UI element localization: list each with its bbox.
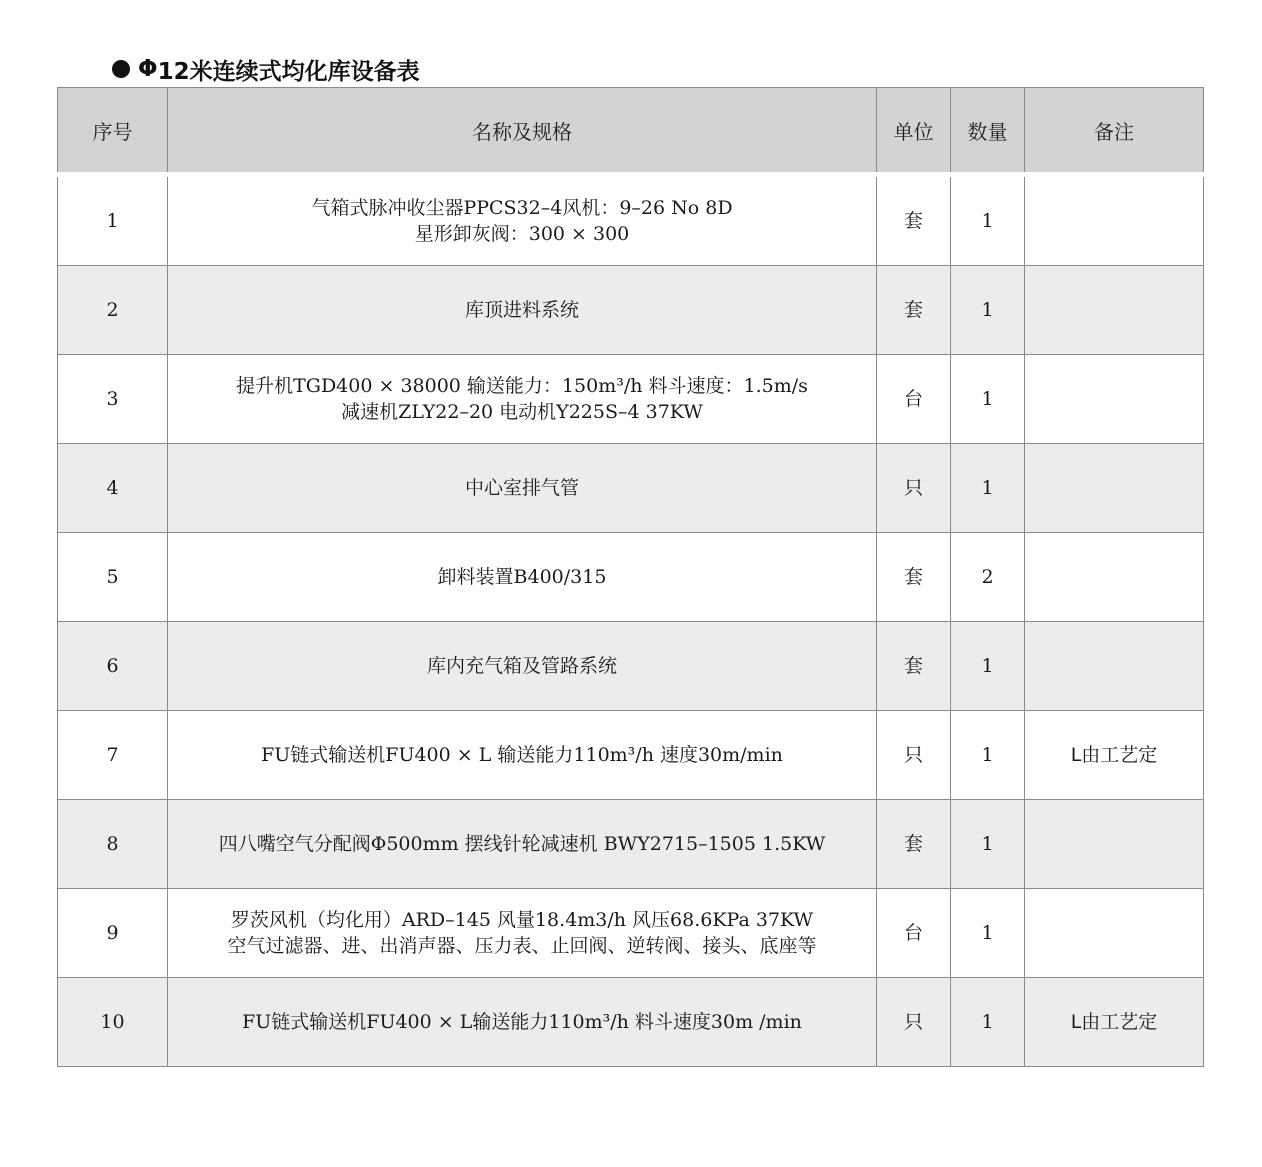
- cell-seq: 3: [58, 355, 168, 444]
- cell-qty: 1: [951, 266, 1025, 355]
- cell-name: [168, 889, 877, 978]
- cell-name: [168, 533, 877, 622]
- cell-remark: L由工艺定: [1025, 978, 1204, 1067]
- cell-remark: [1025, 889, 1204, 978]
- header-name: 名称及规格: [168, 88, 877, 175]
- cell-qty: 1: [951, 889, 1025, 978]
- cell-name: [168, 711, 877, 800]
- cell-seq: 4: [58, 444, 168, 533]
- cell-remark: [1025, 800, 1204, 889]
- cell-qty: 1: [951, 711, 1025, 800]
- name-line-1: 中心室排气管: [464, 477, 579, 499]
- cell-remark: [1025, 355, 1204, 444]
- cell-remark: L由工艺定: [1025, 711, 1204, 800]
- name-line-1: FU链式输送机FU400 × L 输送能力110m³/h 速度30m/min: [261, 744, 783, 766]
- cell-seq: 9: [58, 889, 168, 978]
- equipment-table: [57, 87, 1204, 1067]
- cell-unit: 套: [877, 266, 951, 355]
- cell-qty: 1: [951, 800, 1025, 889]
- cell-seq: 5: [58, 533, 168, 622]
- cell-remark: [1025, 175, 1204, 266]
- name-line-1: 提升机TGD400 × 38000 输送能力：150m³/h 料斗速度：1.5m/s: [236, 375, 808, 397]
- cell-remark: [1025, 444, 1204, 533]
- table-row: [58, 800, 1204, 889]
- header-seq: 序号: [58, 88, 168, 175]
- name-line-1: 罗茨风机（均化用）ARD–145 风量18.4m3/h 风压68.6KPa 37KW: [230, 909, 814, 931]
- cell-unit: 套: [877, 622, 951, 711]
- table-row: [58, 355, 1204, 444]
- name-line-2: 减速机ZLY22–20 电动机Y225S–4 37KW: [341, 401, 703, 423]
- cell-name: [168, 622, 877, 711]
- cell-unit: 只: [877, 711, 951, 800]
- cell-unit: 台: [877, 889, 951, 978]
- cell-unit: 套: [877, 533, 951, 622]
- table-row: [58, 533, 1204, 622]
- table-row: [58, 444, 1204, 533]
- name-line-1: 库顶进料系统: [464, 299, 579, 321]
- cell-qty: 2: [951, 533, 1025, 622]
- table-row: [58, 711, 1204, 800]
- cell-name: [168, 175, 877, 266]
- name-line-1: FU链式输送机FU400 × L输送能力110m³/h 料斗速度30m /min: [242, 1011, 802, 1033]
- cell-qty: 1: [951, 355, 1025, 444]
- cell-name: [168, 266, 877, 355]
- cell-seq: 10: [58, 978, 168, 1067]
- name-line-1: 气箱式脉冲收尘器PPCS32–4风机：9–26 No 8D: [311, 197, 733, 219]
- cell-remark: [1025, 266, 1204, 355]
- table-row: [58, 889, 1204, 978]
- header-remark: 备注: [1025, 88, 1204, 175]
- cell-seq: 2: [58, 266, 168, 355]
- cell-qty: 1: [951, 175, 1025, 266]
- cell-unit: 套: [877, 175, 951, 266]
- cell-unit: 只: [877, 444, 951, 533]
- name-line-1: 卸料装置B400/315: [437, 566, 607, 588]
- cell-qty: 1: [951, 622, 1025, 711]
- cell-unit: 套: [877, 800, 951, 889]
- cell-remark: [1025, 533, 1204, 622]
- cell-seq: 1: [58, 175, 168, 266]
- table-heading: [112, 52, 420, 86]
- cell-unit: 台: [877, 355, 951, 444]
- bullet-icon: [112, 60, 130, 78]
- cell-remark: [1025, 622, 1204, 711]
- heading-symbol: Φ: [138, 56, 158, 82]
- table-row: [58, 266, 1204, 355]
- name-line-1: 库内充气箱及管路系统: [426, 655, 617, 677]
- table-row: [58, 175, 1204, 266]
- cell-seq: 7: [58, 711, 168, 800]
- cell-name: [168, 800, 877, 889]
- header-qty: 数量: [951, 88, 1025, 175]
- cell-seq: 8: [58, 800, 168, 889]
- cell-name: [168, 355, 877, 444]
- cell-name: [168, 444, 877, 533]
- table-row: [58, 622, 1204, 711]
- cell-name: [168, 978, 877, 1067]
- heading-title: 12米连续式均化库设备表: [157, 58, 420, 85]
- header-unit: 单位: [877, 88, 951, 175]
- cell-seq: 6: [58, 622, 168, 711]
- cell-unit: 只: [877, 978, 951, 1067]
- cell-qty: 1: [951, 444, 1025, 533]
- name-line-2: 空气过滤器、进、出消声器、压力表、止回阀、逆转阀、接头、底座等: [227, 935, 817, 957]
- name-line-2: 星形卸灰阀：300 × 300: [414, 223, 630, 245]
- header-row: [58, 88, 1204, 175]
- table-row: [58, 978, 1204, 1067]
- name-line-1: 四八嘴空气分配阀Φ500mm 摆线针轮减速机 BWY2715–1505 1.5KW: [218, 833, 826, 855]
- cell-qty: 1: [951, 978, 1025, 1067]
